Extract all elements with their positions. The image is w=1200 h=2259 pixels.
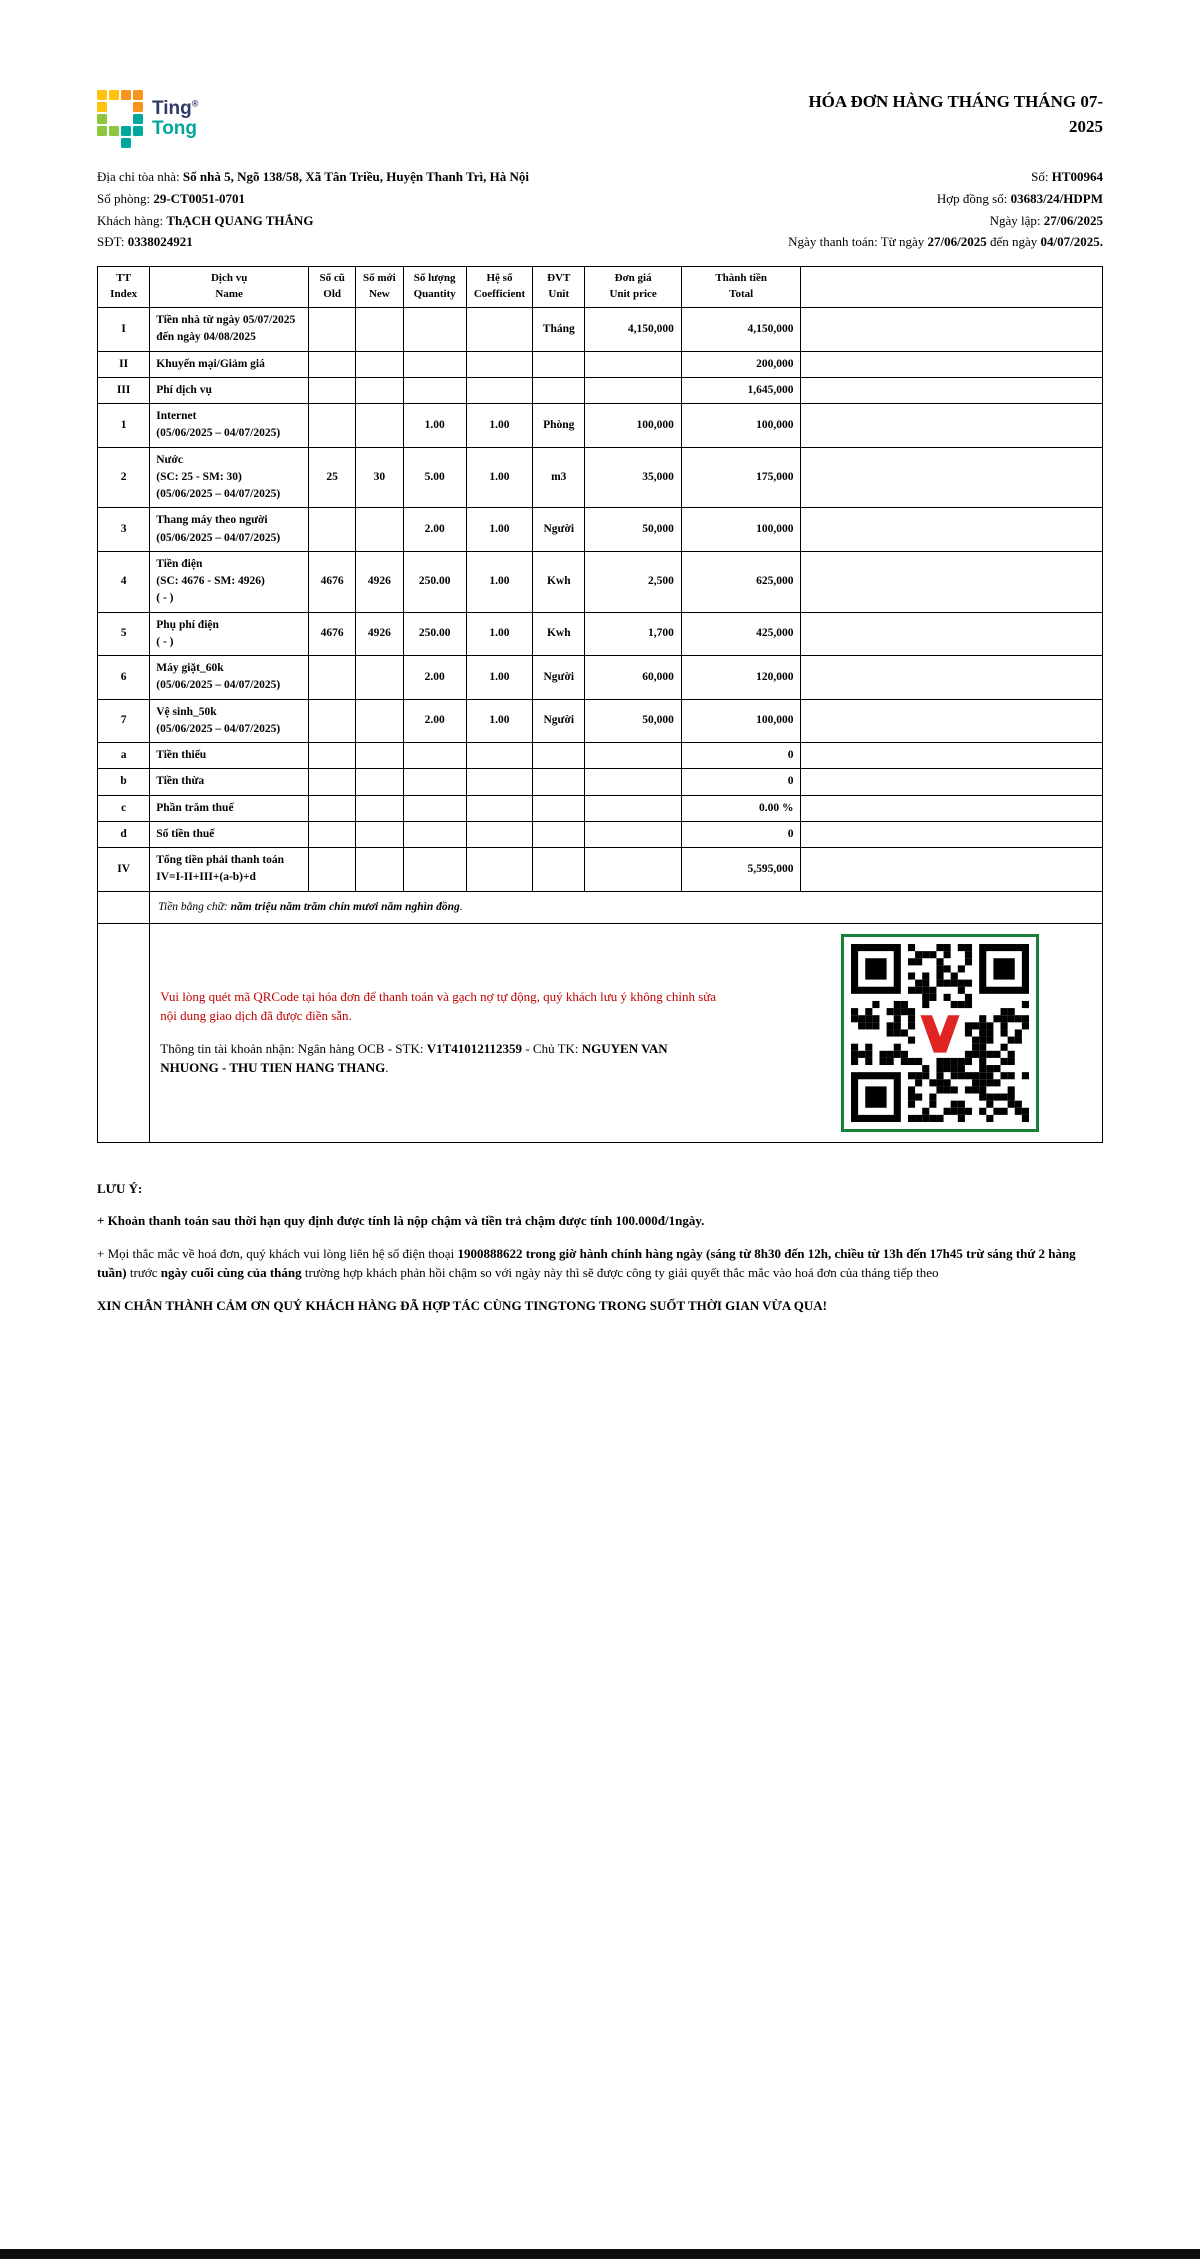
col-header-unit-price: Đơn giá Unit price [585, 267, 681, 308]
invoice-number: Số: HT00964 [1031, 169, 1103, 184]
cell-name: Phí dịch vụ [150, 377, 309, 403]
cell-name: Tổng tiền phải thanh toán IV=I-II+III+(a-b)+d [150, 848, 309, 892]
cell-coef [466, 848, 532, 892]
table-row-c [98, 795, 1103, 821]
payment-cell [150, 923, 1103, 1142]
qr-code-pattern [851, 944, 1029, 1122]
table-row-3 [98, 508, 1103, 552]
cell-qty: 250.00 [403, 612, 466, 656]
cell-tt: 2 [98, 447, 150, 508]
cell-name: Internet (05/06/2025 – 04/07/2025) [150, 404, 309, 448]
bank-account-info: Thông tin tài khoản nhận: Ngân hàng OCB - STK: V1T41012112359 - Chủ TK: NGUYEN VAN NHUONG - THU TIEN HANG THANG. [160, 1041, 668, 1076]
cell-qty [403, 351, 466, 377]
cell-new [356, 508, 403, 552]
cell-price: 2,500 [585, 551, 681, 612]
cell-qty [403, 821, 466, 847]
cell-extra [801, 821, 1103, 847]
cell-extra [801, 351, 1103, 377]
table-row-a [98, 743, 1103, 769]
cell-name: Vệ sinh_50k (05/06/2025 – 04/07/2025) [150, 699, 309, 743]
cell-tt: b [98, 769, 150, 795]
cell-tt: 7 [98, 699, 150, 743]
building-address: Địa chỉ tòa nhà: Số nhà 5, Ngõ 138/58, Xã Tân Triều, Huyện Thanh Trì, Hà Nội [97, 169, 529, 184]
cell-name: Số tiền thuế [150, 821, 309, 847]
customer-phone: SĐT: 0338024921 [97, 234, 193, 250]
cell-extra [801, 508, 1103, 552]
cell-old [309, 699, 356, 743]
cell-price [585, 377, 681, 403]
cell-new [356, 351, 403, 377]
cell-total: 425,000 [681, 612, 801, 656]
cell-unit: m3 [533, 447, 585, 508]
cell-tt: a [98, 743, 150, 769]
cell-tt: IV [98, 848, 150, 892]
cell-old [309, 351, 356, 377]
col-header-quantity: Số lượng Quantity [403, 267, 466, 308]
cell-total: 0 [681, 743, 801, 769]
cell-qty: 2.00 [403, 508, 466, 552]
cell-coef [466, 351, 532, 377]
cell-tt: III [98, 377, 150, 403]
invoice-table [97, 266, 1103, 1143]
invoice-info [97, 166, 1103, 253]
cell-total: 0 [681, 769, 801, 795]
cell-coef [466, 377, 532, 403]
note-thanks: XIN CHÂN THÀNH CẢM ƠN QUÝ KHÁCH HÀNG ĐÃ HỢP TÁC CÙNG TINGTONG TRONG SUỐT THỜI GIAN VỪA QUA! [97, 1297, 828, 1313]
cell-extra [801, 447, 1103, 508]
amount-in-words-value: năm triệu năm trăm chín mươi năm nghìn đồng [230, 900, 460, 913]
cell-coef [466, 795, 532, 821]
payment-qr-code [841, 934, 1039, 1132]
cell-tt: 1 [98, 404, 150, 448]
cell-extra [801, 795, 1103, 821]
cell-total: 100,000 [681, 699, 801, 743]
cell-tt: II [98, 351, 150, 377]
table-row-I [98, 308, 1103, 352]
note-contact: + Mọi thắc mắc về hoá đơn, quý khách vui lòng liên hệ số điện thoại 1900888622 trong giờ hành chính hàng ngày (sáng từ 8h30 đến 12h, chiều từ 13h đến 17h45 trừ sáng thứ 2 hàng tuần) trước ngày cuối cùng của tháng trường hợp khách phản hồi chậm so với ngày này thì sẽ được công ty giải quyết thắc mắc vào hoá đơn của tháng tiếp theo [97, 1245, 1076, 1281]
tingtong-logo [97, 90, 198, 148]
logo-text-tong: Tong [152, 118, 198, 139]
cell-extra [801, 699, 1103, 743]
cell-qty [403, 377, 466, 403]
cell-old [309, 848, 356, 892]
cell-price [585, 769, 681, 795]
cell-price [585, 848, 681, 892]
cell-price [585, 351, 681, 377]
cell-unit [533, 848, 585, 892]
cell-tt: 4 [98, 551, 150, 612]
cell-new [356, 769, 403, 795]
cell-qty: 2.00 [403, 699, 466, 743]
table-row-d [98, 821, 1103, 847]
cell-coef [466, 769, 532, 795]
cell-unit [533, 743, 585, 769]
tingtong-logo-text [152, 99, 198, 139]
cell-price [585, 821, 681, 847]
cell-unit [533, 377, 585, 403]
col-header-name: Dịch vụ Name [150, 267, 309, 308]
cell-empty [98, 891, 150, 923]
cell-new [356, 699, 403, 743]
cell-name: Tiền điện (SC: 4676 - SM: 4926) ( - ) [150, 551, 309, 612]
cell-old [309, 508, 356, 552]
cell-old: 4676 [309, 551, 356, 612]
cell-qty: 5.00 [403, 447, 466, 508]
cell-old [309, 821, 356, 847]
table-header-row [98, 267, 1103, 308]
invoice-header [97, 90, 1103, 148]
cell-old [309, 656, 356, 700]
table-row-b [98, 769, 1103, 795]
cell-price: 1,700 [585, 612, 681, 656]
cell-old [309, 769, 356, 795]
cell-coef [466, 743, 532, 769]
cell-extra [801, 404, 1103, 448]
table-row-IV [98, 848, 1103, 892]
table-row-7 [98, 699, 1103, 743]
col-header-empty [801, 267, 1103, 308]
cell-price: 60,000 [585, 656, 681, 700]
cell-old [309, 377, 356, 403]
cell-tt: 5 [98, 612, 150, 656]
cell-price: 50,000 [585, 508, 681, 552]
cell-coef: 1.00 [466, 508, 532, 552]
cell-old: 25 [309, 447, 356, 508]
note-late-payment: + Khoản thanh toán sau thời hạn quy định được tính là nộp chậm và tiền trả chậm được tính 100.000đ/1ngày. [97, 1213, 705, 1229]
cell-unit [533, 821, 585, 847]
cell-unit [533, 795, 585, 821]
cell-total: 0 [681, 821, 801, 847]
cell-price: 50,000 [585, 699, 681, 743]
cell-name: Phần trăm thuế [150, 795, 309, 821]
invoice-footer [97, 1179, 1103, 1316]
issue-date: Ngày lập: 27/06/2025 [989, 212, 1103, 228]
cell-new [356, 743, 403, 769]
cell-tt: 3 [98, 508, 150, 552]
cell-new [356, 821, 403, 847]
cell-coef: 1.00 [466, 656, 532, 700]
cell-coef [466, 308, 532, 352]
cell-name: Phụ phí điện ( - ) [150, 612, 309, 656]
col-header-coefficient: Hệ số Coefficient [466, 267, 532, 308]
payment-text [160, 988, 720, 1078]
logo-text-ting [152, 99, 198, 119]
amount-in-words [150, 891, 1103, 923]
cell-extra [801, 656, 1103, 700]
cell-total: 175,000 [681, 447, 801, 508]
cell-unit: Kwh [533, 612, 585, 656]
amount-in-words-row [98, 891, 1103, 923]
cell-unit [533, 769, 585, 795]
col-header-old: Số cũ Old [309, 267, 356, 308]
cell-total: 4,150,000 [681, 308, 801, 352]
cell-name: Tiền thiếu [150, 743, 309, 769]
cell-price [585, 743, 681, 769]
cell-coef: 1.00 [466, 551, 532, 612]
cell-total: 5,595,000 [681, 848, 801, 892]
amount-in-words-label: Tiền bằng chữ: [158, 900, 231, 913]
cell-qty [403, 769, 466, 795]
cell-total: 1,645,000 [681, 377, 801, 403]
payment-period: Ngày thanh toán: Từ ngày 27/06/2025 đến ngày 04/07/2025. [788, 234, 1103, 250]
cell-price: 100,000 [585, 404, 681, 448]
table-row-4 [98, 551, 1103, 612]
col-header-total: Thành tiền Total [681, 267, 801, 308]
col-header-unit: ĐVT Unit [533, 267, 585, 308]
cell-new [356, 795, 403, 821]
cell-coef: 1.00 [466, 447, 532, 508]
contract-number: Hợp đồng số: 03683/24/HDPM [936, 190, 1103, 206]
cell-new: 30 [356, 447, 403, 508]
cell-coef: 1.00 [466, 612, 532, 656]
cell-extra [801, 308, 1103, 352]
cell-qty [403, 795, 466, 821]
cell-old [309, 743, 356, 769]
table-row-1 [98, 404, 1103, 448]
cell-qty [403, 848, 466, 892]
cell-qty: 1.00 [403, 404, 466, 448]
cell-extra [801, 612, 1103, 656]
col-header-new: Số mới New [356, 267, 403, 308]
cell-new [356, 404, 403, 448]
cell-price [585, 795, 681, 821]
cell-new: 4926 [356, 612, 403, 656]
cell-price: 4,150,000 [585, 308, 681, 352]
table-row-II [98, 351, 1103, 377]
cell-old [309, 404, 356, 448]
cell-total: 100,000 [681, 508, 801, 552]
room-number: Số phòng: 29-CT0051-0701 [97, 190, 246, 206]
table-row-5 [98, 612, 1103, 656]
tingtong-logo-icon [97, 90, 143, 148]
cell-qty: 2.00 [403, 656, 466, 700]
cell-total: 625,000 [681, 551, 801, 612]
cell-tt: c [98, 795, 150, 821]
registered-trademark-icon: ® [191, 98, 199, 109]
cell-coef: 1.00 [466, 404, 532, 448]
cell-empty [98, 923, 150, 1142]
cell-extra [801, 848, 1103, 892]
invoice-info-right [788, 166, 1103, 253]
cell-old [309, 795, 356, 821]
qr-instruction-text: Vui lòng quét mã QRCode tại hóa đơn để thanh toán và gạch nợ tự động, quý khách lưu ý không chỉnh sửa nội dung giao dịch đã được điền sẵn. [160, 988, 717, 1023]
cell-extra [801, 377, 1103, 403]
cell-name: Khuyến mại/Giảm giá [150, 351, 309, 377]
invoice-title [803, 90, 1103, 139]
cell-coef: 1.00 [466, 699, 532, 743]
table-row-2 [98, 447, 1103, 508]
cell-coef [466, 821, 532, 847]
cell-extra [801, 551, 1103, 612]
cell-old [309, 308, 356, 352]
cell-extra [801, 743, 1103, 769]
cell-name: Tiền thừa [150, 769, 309, 795]
invoice-table-rows [98, 308, 1103, 892]
cell-name: Máy giặt_60k (05/06/2025 – 04/07/2025) [150, 656, 309, 700]
cell-new [356, 377, 403, 403]
amount-in-words-suffix: . [459, 900, 463, 913]
cell-new: 4926 [356, 551, 403, 612]
cell-name: Nước (SC: 25 - SM: 30) (05/06/2025 – 04/07/2025) [150, 447, 309, 508]
cell-unit: Phòng [533, 404, 585, 448]
cell-tt: d [98, 821, 150, 847]
table-row-6 [98, 656, 1103, 700]
col-header-index: TT Index [98, 267, 150, 308]
invoice-title-line1: HÓA ĐƠN HÀNG THÁNG THÁNG 07- [808, 92, 1103, 111]
cell-total: 0.00 % [681, 795, 801, 821]
cell-total: 120,000 [681, 656, 801, 700]
cell-unit: Tháng [533, 308, 585, 352]
cell-old: 4676 [309, 612, 356, 656]
invoice-table-extra [98, 891, 1103, 1142]
cell-unit: Người [533, 508, 585, 552]
logo-ting-word: Ting [152, 98, 192, 120]
cell-new [356, 848, 403, 892]
cell-unit [533, 351, 585, 377]
cell-tt: I [98, 308, 150, 352]
cell-name: Thang máy theo người (05/06/2025 – 04/07/2025) [150, 508, 309, 552]
cell-total: 200,000 [681, 351, 801, 377]
invoice-info-left [97, 166, 552, 253]
customer-name: Khách hàng: ThẠCH QUANG THẮNG [97, 212, 314, 228]
cell-unit: Kwh [533, 551, 585, 612]
cell-qty [403, 743, 466, 769]
bottom-edge-bar [0, 2249, 1200, 2259]
payment-qr-row [98, 923, 1103, 1142]
invoice-title-line2: 2025 [1069, 116, 1103, 136]
cell-price: 35,000 [585, 447, 681, 508]
cell-extra [801, 769, 1103, 795]
notes-heading: LƯU Ý: [97, 1180, 143, 1196]
cell-qty: 250.00 [403, 551, 466, 612]
cell-unit: Người [533, 699, 585, 743]
cell-unit: Người [533, 656, 585, 700]
table-row-III [98, 377, 1103, 403]
cell-total: 100,000 [681, 404, 801, 448]
cell-qty [403, 308, 466, 352]
cell-tt: 6 [98, 656, 150, 700]
cell-name: Tiền nhà từ ngày 05/07/2025 đến ngày 04/08/2025 [150, 308, 309, 352]
cell-new [356, 308, 403, 352]
cell-new [356, 656, 403, 700]
